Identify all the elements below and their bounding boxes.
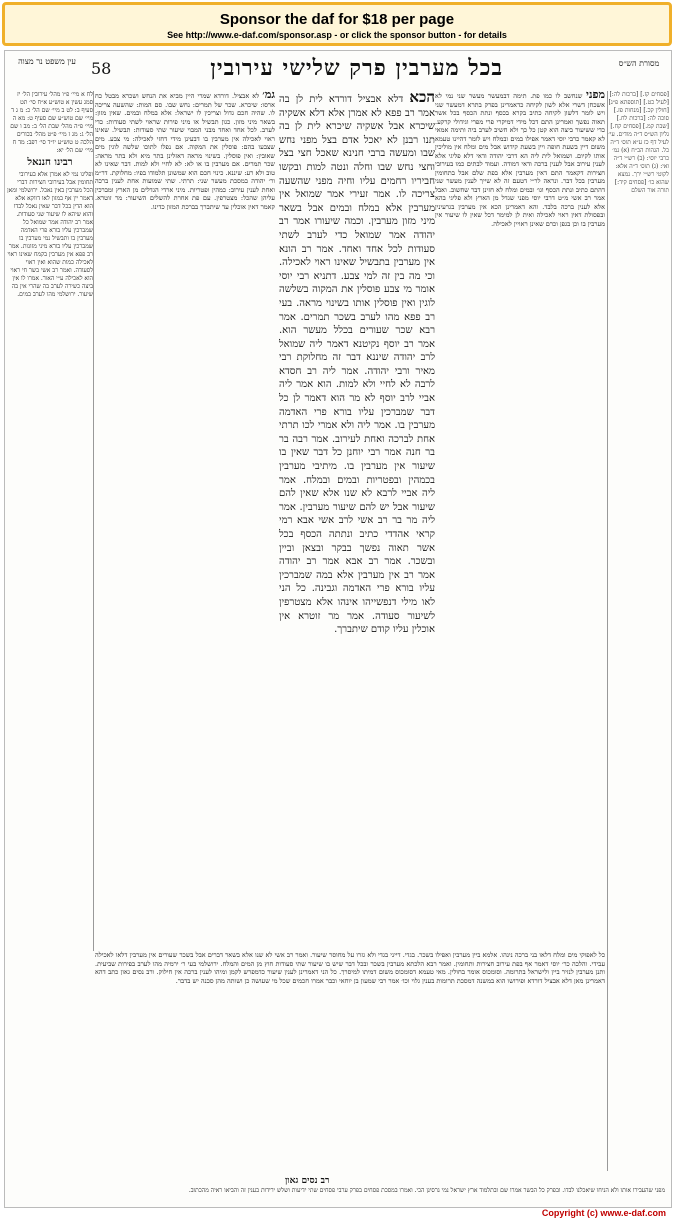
column-divider [607, 91, 608, 1171]
gemara-column [279, 91, 435, 951]
rabbeinu-chananel-text: ופליגו נמי לא אמרן אלא בעירובי תחומין אבל בעירובי חצירות דברי הכל מערבין באין נאכל. ירושלמי ומאן דאמר יין אף במזון לאו דווקא אלא הוא הדין בכל דבר שאין נאכל לבדו והוא שיהא לו שיעור שני סעודות. אמר רב יהודה אמר שמואל כל שמברכין עליו בורא פרי האדמה מערבין בו ותבשיל נמי מערבין בו שמברכין עליו בורא מיני מזונות. אמר רב פפא אין מערבין בקמח שאינו ראוי לאכילה כמות שהוא ואין ראוי לסעודה. ואמר רב אשי בשר חי ראוי הוא לאכילה ע״י האור. אמרו לו אין ביצה כשירה לערב בה שהרי אין בה שיעור. ירושלמי מהו לערב במים. [7, 171, 93, 298]
masoret-column [607, 91, 669, 1141]
rashi-opening: גמ׳ [262, 91, 275, 101]
talmud-page [4, 50, 672, 1208]
bottom-text: לאפוקי מים ומלח דלאו בני ברכה נינהו. אלמא ביין מערבין ואפילו בשכר. בגדי. דייני בגדי ולא גזרו על מחוסר שיעור. ואמר רב אשי לא שנו אלא בשאר דברים אבל בשכר שעורים אין מערבין דלאו לאכילה עבידי. והלכה כר׳ יוסי דאמר אף בפת עירוב חצירות ותחומין. ואמר רבא הלכתא מערבין בשכר ובכל דבר שיש בו שיעור שתי סעודות חוץ מן המים והמלח. ירושלמי בעי ר׳ ירמיה מהו לערב בפירות שביעית. ותנן מערבין לנזיר ביין ולישראל בתרומה. וסומכוס אומר בחולין. מאי טעמא דסומכוס משום דמיתו למיסרך. כל הני דאמרינן לענין שיעור כדמפרש לקמן ומיהו לענין ברכה אין חילוק. ורב נסים גאון כתב דהא דאמרינן מאן דלא אבציל דורדא ופירושו הוא במשנה דמסכת תרומות בענין גלוי וכו׳ אמר רבי שמעון בן יוחאי וכבר אמרו חכמים שכל מי שעושה כן ושותה מהן סכנה יש בדבר. [95, 951, 605, 985]
rashi-text: לא אבציל. דורדא שמרי היין מביא את הנחש ושכרא מבטל כח ארסו: שיכרא. שכר של תמרים: נחש שבו. סם המות: שהשעה צריכה לו. שהיה חכם גדול וצריכין לו ישראל: אלא במלח ובמים. שאין מזון: בשאר מיני מזון. כגון תבשיל או מיני פירות שראוי לשתי סעודות: כדי לערב. לכל אחד ואחד מבני המבוי שיעור שתי סעודות: תבשיל. שאינו ראוי לאכילה אין מערבין בו דבעינן מידי דחזי לאכילה: מי צבע. מים שצבעו בהם: פוסלין את המקוה. אם נפלו לתוכו שלשה לוגין מים שאובין: ואין פוסלין. בשינוי מראה דאזלינן בתר מיא ולא בתר מראה: שכר תמרים. אם מערבין בו או לא: לא לחיי ולא למות. דבר שאינו לא טוב ולא רע: שיננא. כינוי חכם הוא שמשונן תלמודו בפיו: מחלוקת. דר״מ ור׳ יהודה במסכת מעשר שני: תרתי. שתי שמועות אחת לענין ברכה ואחת לענין עירוב: כמהין ופטריות. מיני ארדי הגדלים מן הארץ ומברכין עליהן שהכל: מצטרפין. עם פת אחרת להשלים השיעור: מר זוטרא. קאמר דאין אוכלין עד שיתברך בברכת המזון כדינו. [95, 92, 275, 211]
rashi-column [95, 91, 275, 851]
gemara-opening: הכא [409, 91, 435, 106]
ein-mishpat-heading: עין משפט נר מצוה [18, 57, 76, 66]
tosafot-opening: מפני [586, 91, 605, 101]
ein-mishpat-text: לח א מיי׳ פ״ו מהל׳ עירובין הל׳ יז סמג עשין א טוש״ע א״ח סי׳ תט סעיף ב: לט ב מיי׳ שם הל׳ כ: מ ג ד מיי׳ שם טוש״ע שם סעיף ט: מא ה מיי׳ פ״ה מהל׳ שבת הל׳ ב: מב ו שם הל׳ ג: מג ז מיי׳ פ״ט מהל׳ בכורים הלכה ט טוש״ע יו״ד סי׳ רפב: מד ח מיי׳ שם הל׳ יא: [10, 91, 93, 154]
page-number: 58 [91, 59, 112, 78]
page-header [5, 51, 672, 87]
bottom-commentary [95, 951, 605, 1181]
tosafot-text: שנחשב לו כמו פת. תימה דבמעשר מעשר שני נמי לא אשכחן דשרי אלא לשון לקיחה כדאמרינן בפרק בתרא דמעשר שני ויש לומר דלשון לקיחה כתיב בקרא בכסף ונתת הכסף בכל אשר תאוה נפשך ואמרינן התם דכל מידי דמיקרי פרי מפרי וגידולי קרקע. כדי ששיעור ביצה הוא קטן כל כך ולא חשיב לערב ביה ותימה אמאי לא קאמר כרבי יוסי דאמר אפילו במים ובמלח ויש לומר דהיינו טעמא משום דיין בשעת חופה ויין בשעת קידוש אבל מים ומלח אין מוליכין אותו לקיום. ושמואל לית ליה הא דרבי יהודה ודאי דלא פליגי אלא לענין עירוב אבל לענין ברכה ודאי דמודה. ועמוד לבתים כמו בעירובי חצירות דקאמר התם דאין מערבין אלא בפת שלם אבל בתחומין מערבין בכל דבר. ונראה לר״י דטעם זה לא שייך לענין מעשר שני דהתם כתיב ונתת הכסף וגו׳ ובמים ומלח לא חזינן דבר שחשוב. ואבל אמר רב אשי מ״ט דרבי יוסי מפני שגדל מן הארץ ולא פליגי בהא אלא לענין ברכה בלבד. והא דאמרינן הכא אין מערבין בגרעינין ובפסולת דאין ראוי לאכילה ואית לן למימר דכל שאין לו שיעור אין מערבין בו וכן בגפן וכרם שאינן ראויין לאכילה. [435, 92, 605, 228]
gemara-text: דלא אבציל דורדא לית לן בה אמר רב פפא לא אמרן אלא דלא אשקיה שיכרא אבל אשקיה שיכרא לית לן בה תנו רבנן לא יאכל אדם בצל מפני נחש שבו ומעשה ברבי חנינא שאכל חצי בצל וחצי נחש שבו וחלה ונטה למות ובקשו חביריו רחמים עליו וחיה מפני שהשעה צריכה לו. אמר זעירי אמר שמואל אין מערבין אלא במלח ובמים אבל בשאר מיני מזון מערבין. וכמה שיעורו אמר רב יהודה אמר שמואל כדי לערב לשתי סעודות לכל אחד ואחד. אמר רב הונא אין מערבין בתבשיל שאינו ראוי לאכילה. וכי מה בין זה למי צבע. דתניא רבי יוסי אומר מי צבע פוסלין את המקוה בשלשה לוגין ואין פוסלין אותו בשינוי מראה. בעי רב פפא מהו לערב בשכר תמרים. אמר רבא שכר שעורים בכלל מעשר הוא. אמר רב יוסף נקיטנא דאמר ליה שמואל לרב יהודה שיננא דבר זה מחלוקת רבי מאיר ורבי יהודה. אמר ליה רב חסדא לרבה לא לחיי ולא למות. הוא אמר ליה אביי לרב יוסף לא מר הוא דאמר לן כל דבר שמברכין עליו בורא פרי האדמה מערבין בו. אמר ליה ולא אמרי לכו תרתי אחת לברכה ואחת לעירוב. אמר רבה בר בר חנה אמר רבי יוחנן כל דבר שאין בו שיעור אין מערבין בו. מיתיבי מערבין בכמהין ובפטריות ובמים ובמלח. אמר ליה אביי לרבא לא שנו אלא שאין להם שיעור אבל יש להם שיעור מערבין. אמר ליה מר בר רב אשי לרב אשי אבא רמי קראי אהדדי כתיב ונתתה הכסף בכל אשר תאוה נפשך בבקר ובצאן וביין ובשכר. אמר רב אבא אמר רב יהודה אמר רב אין מערבין אלא במה שמברכין עליו בורא פרי האדמה וגבינה. כל הני לאו מילי דנפשייהו אינהו אלא מצטרפין לשיעור סעודה. אמר מר זוטרא אין אוכלין עליו קודם שיתברך. [279, 94, 435, 636]
column-divider [93, 91, 94, 951]
copyright-link[interactable]: Copyright (c) www.e-daf.com [541, 1208, 666, 1218]
rav-nissim-text: מפני שהעבירו אותו ולא הניחו שיאכלנו לבדו. ובפרק כל הבשר אמרו שם ובתלמוד ארץ ישראל נמי גרסינן הכי. ואמרו במסכת פסחים בפרק ערבי פסחים שתי ידיעות ושלש ירידות בענין זה והביאו ראיה מהכתוב. [188, 1187, 665, 1194]
rabbeinu-chananel-heading: רבינו חננאל [27, 157, 73, 168]
page-title: בכל מערבין פרק שלישי עירובין [210, 55, 503, 81]
bottom-opening: כל [598, 951, 605, 959]
rav-nissim-heading: רב נסים גאון [285, 1176, 330, 1186]
sponsor-subtitle: See http://www.e-daf.com/sponsor.asp - or click the sponsor button - for details [167, 30, 507, 40]
ein-mishpat-column [7, 91, 93, 751]
sponsor-title: Sponsor the daf for $18 per page [219, 11, 455, 28]
sponsor-banner[interactable] [2, 2, 672, 46]
tosafot-column [435, 91, 605, 951]
masoret-heading: מסורת הש״ס [618, 59, 660, 68]
masoret-text: [פסחים קז.] [ברכות לה:] [לעיל כט.] [תוספתא פ״ג] [חולין קכ.] [מנחות פז.] סוכה לה: [ברכות לח.] [שבת קמ.] [פסחים קח.] גליון הש״ס ד״ה מודים. עי׳ לעיל דף כז ע״א תוס׳ ד״ה כל. הגהות הב״ח (א) גמ׳ כרבי יוסי: (ב) רש״י ד״ה ואי: (ג) תוס׳ ד״ה אלא: לקוטי רש״י ירך. נמצא שהוא כו׳ [פסחים קיד:] תורה אור השלם [608, 91, 669, 194]
